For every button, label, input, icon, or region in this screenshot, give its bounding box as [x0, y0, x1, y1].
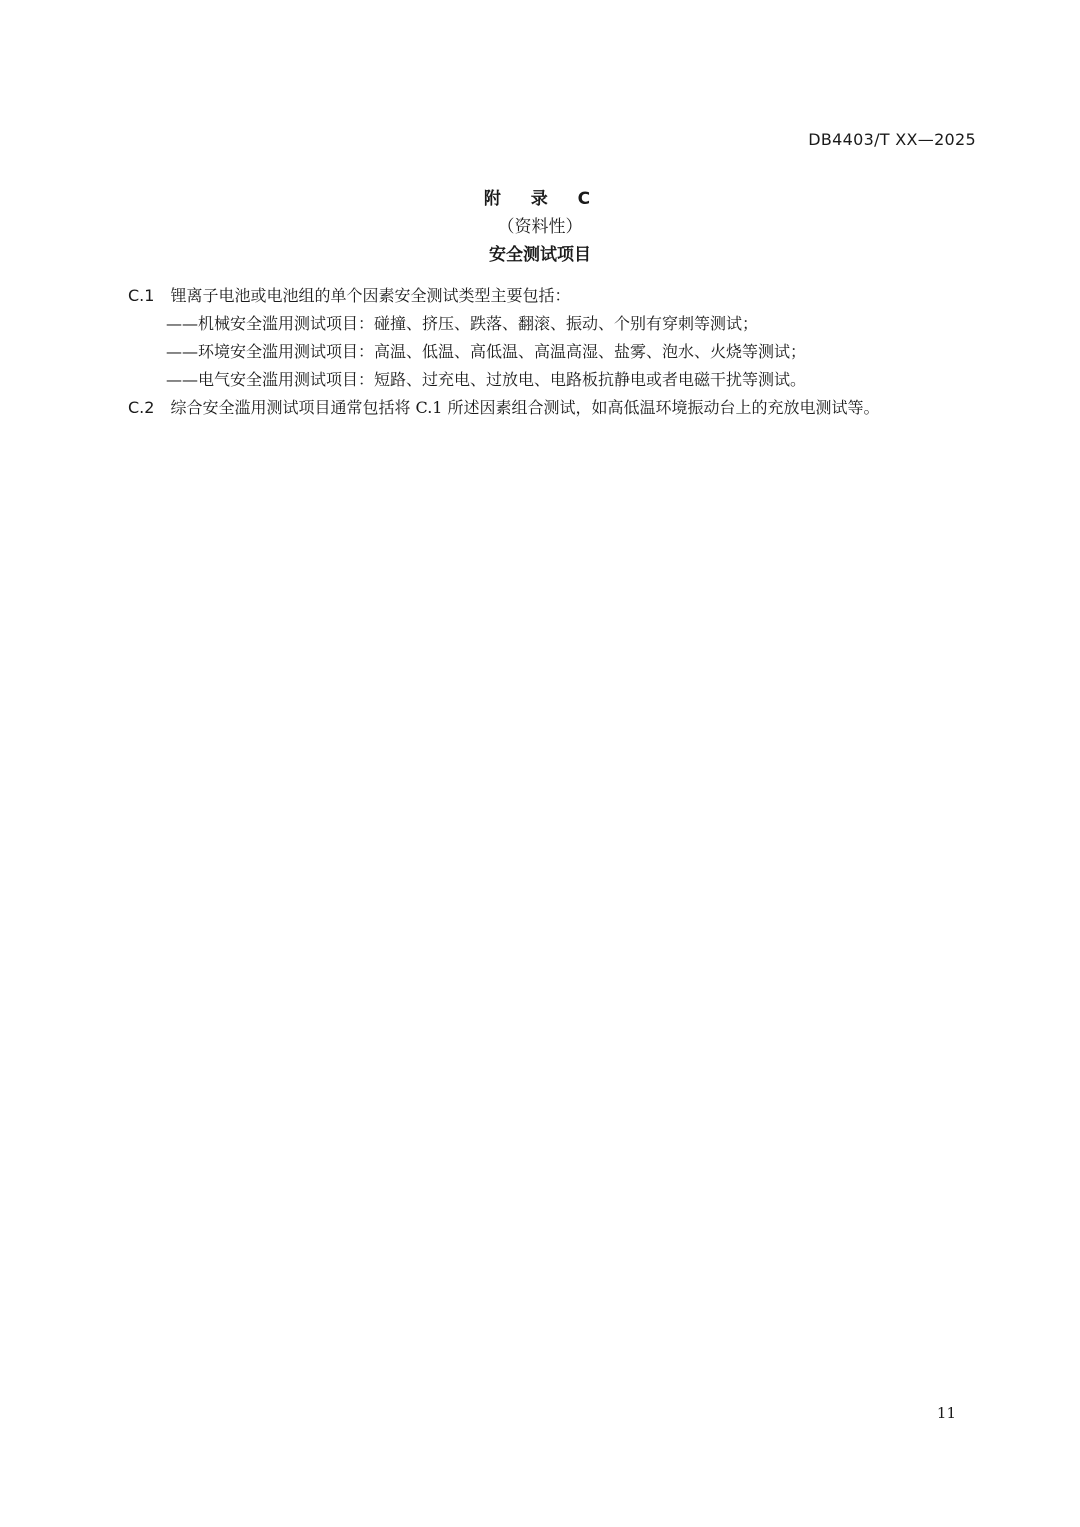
annex-title: 安全测试项目	[489, 245, 591, 265]
annex-nature: （资料性）	[497, 217, 583, 237]
clause-c1	[128, 282, 980, 310]
clause-c2	[128, 394, 980, 422]
page-number: 11	[936, 1404, 956, 1422]
clause-c1-list	[166, 310, 980, 394]
clause-c2-number: C.2	[128, 398, 155, 417]
list-item-environmental: ——环境安全滥用测试项目：高温、低温、高低温、高温高湿、盐雾、泡水、火烧等测试；	[166, 342, 807, 361]
document-code: DB4403/T XX—2025	[808, 130, 976, 149]
list-item-electrical: ——电气安全滥用测试项目：短路、过充电、过放电、电路板抗静电或者电磁干扰等测试。	[166, 370, 807, 389]
clause-c1-number: C.1	[128, 286, 155, 305]
list-item-mechanical: ——机械安全滥用测试项目：碰撞、挤压、跌落、翻滚、振动、个别有穿刺等测试；	[166, 314, 759, 333]
clause-c1-text: 锂离子电池或电池组的单个因素安全测试类型主要包括：	[170, 286, 571, 305]
clause-c2-text: 综合安全滥用测试项目通常包括将 C.1 所述因素组合测试，如高低温环境振动台上的充放电测试等。	[170, 398, 880, 417]
annex-label: 附 录 C	[483, 189, 597, 209]
